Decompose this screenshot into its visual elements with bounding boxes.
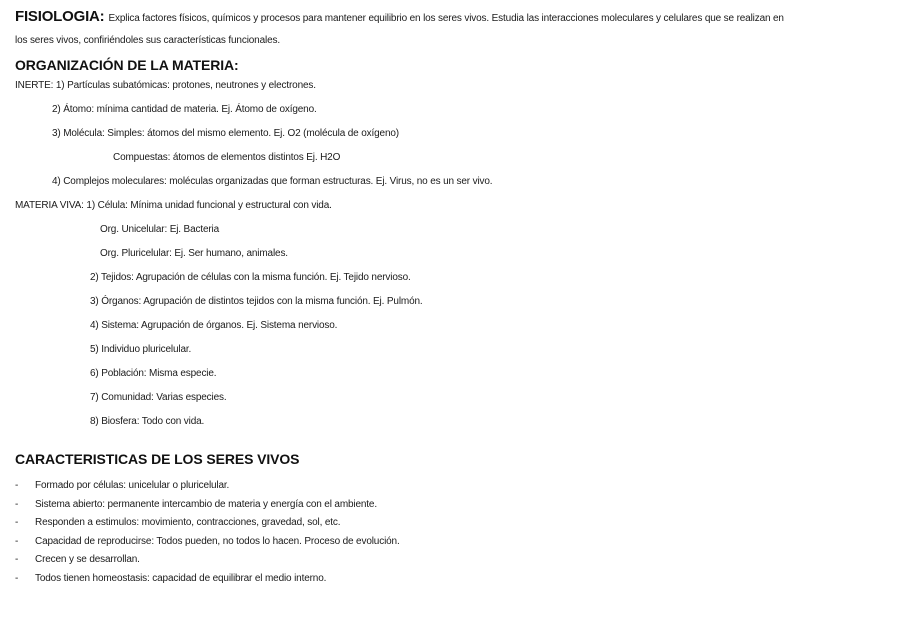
intro-paragraph bbox=[15, 6, 893, 52]
list-item-poblacion: 6) Población: Misma especie. bbox=[90, 368, 217, 379]
list-item-inerte-1: INERTE: 1) Partículas subatómicas: protones, neutrones y electrones. bbox=[15, 80, 316, 91]
dash-bullet: - bbox=[15, 572, 19, 584]
list-item-biosfera: 8) Biosfera: Todo con vida. bbox=[90, 416, 205, 427]
heading-caracteristicas-seres-vivos: CARACTERISTICAS DE LOS SERES VIVOS bbox=[15, 451, 300, 467]
dash-bullet: - bbox=[15, 498, 19, 510]
intro-text-1: Explica factores físicos, químicos y procesos para mantener equilibrio en los seres vivos. Estudia las interacciones moleculares y celulares que se realizan en bbox=[108, 13, 784, 24]
bullet-text-celulas: Formado por células: unicelular o pluricelular. bbox=[35, 480, 230, 491]
list-item-tejidos: 2) Tejidos: Agrupación de células con la misma función. Ej. Tejido nervioso. bbox=[90, 272, 411, 283]
bullet-text-sistema-abierto: Sistema abierto: permanente intercambio de materia y energía con el ambiente. bbox=[35, 498, 377, 510]
dash-bullet: - bbox=[15, 535, 19, 547]
caracteristicas-list bbox=[15, 477, 893, 588]
bullet-item-estimulos bbox=[15, 514, 893, 533]
doc-title: FISIOLOGIA: bbox=[15, 8, 105, 25]
list-item-sistema: 4) Sistema: Agrupación de órganos. Ej. Sistema nervioso. bbox=[90, 320, 338, 331]
list-item-organos: 3) Órganos: Agrupación de distintos tejidos con la misma función. Ej. Pulmón. bbox=[90, 296, 423, 307]
bullet-item-celulas bbox=[15, 477, 893, 496]
list-item-inerte-3b: Compuestas: átomos de elementos distintos Ej. H2O bbox=[113, 152, 341, 163]
list-item-comunidad: 7) Comunidad: Varias especies. bbox=[90, 392, 227, 403]
list-item-inerte-2: 2) Átomo: mínima cantidad de materia. Ej. Átomo de oxígeno. bbox=[52, 104, 317, 115]
intro-line-1 bbox=[15, 6, 893, 30]
intro-line-2 bbox=[15, 30, 893, 52]
bullet-item-homeostasis bbox=[15, 570, 893, 589]
dash-bullet: - bbox=[15, 554, 19, 565]
bullet-text-reproducirse: Capacidad de reproducirse: Todos pueden, no todos lo hacen. Proceso de evolución. bbox=[35, 535, 400, 547]
heading-organizacion-materia: ORGANIZACIÓN DE LA MATERIA: bbox=[15, 57, 239, 73]
list-item-inerte-4: 4) Complejos moleculares: moléculas organizadas que forman estructuras. Ej. Virus, no es un ser vivo. bbox=[52, 176, 493, 187]
bullet-item-reproducirse bbox=[15, 533, 893, 552]
bullet-text-estimulos: Responden a estimulos: movimiento, contracciones, gravedad, sol, etc. bbox=[35, 517, 341, 528]
bullet-item-crecen bbox=[15, 551, 893, 570]
organizacion-list bbox=[15, 74, 893, 434]
list-item-inerte-3: 3) Molécula: Simples: átomos del mismo elemento. Ej. O2 (molécula de oxígeno) bbox=[52, 128, 399, 139]
bullet-text-crecen: Crecen y se desarrollan. bbox=[35, 554, 140, 565]
dash-bullet: - bbox=[15, 480, 19, 491]
intro-text-2: los seres vivos, confiriéndoles sus características funcionales. bbox=[15, 35, 280, 46]
list-item-materia-viva-1: MATERIA VIVA: 1) Célula: Mínima unidad funcional y estructural con vida. bbox=[15, 200, 332, 211]
list-item-org-unicelular: Org. Unicelular: Ej. Bacteria bbox=[100, 224, 220, 235]
bullet-item-sistema-abierto bbox=[15, 496, 893, 515]
bullet-text-homeostasis: Todos tienen homeostasis: capacidad de equilibrar el medio interno. bbox=[35, 572, 327, 584]
list-item-individuo: 5) Individuo pluricelular. bbox=[90, 344, 192, 355]
dash-bullet: - bbox=[15, 517, 19, 528]
list-item-org-pluricelular: Org. Pluricelular: Ej. Ser humano, animales. bbox=[100, 248, 288, 259]
